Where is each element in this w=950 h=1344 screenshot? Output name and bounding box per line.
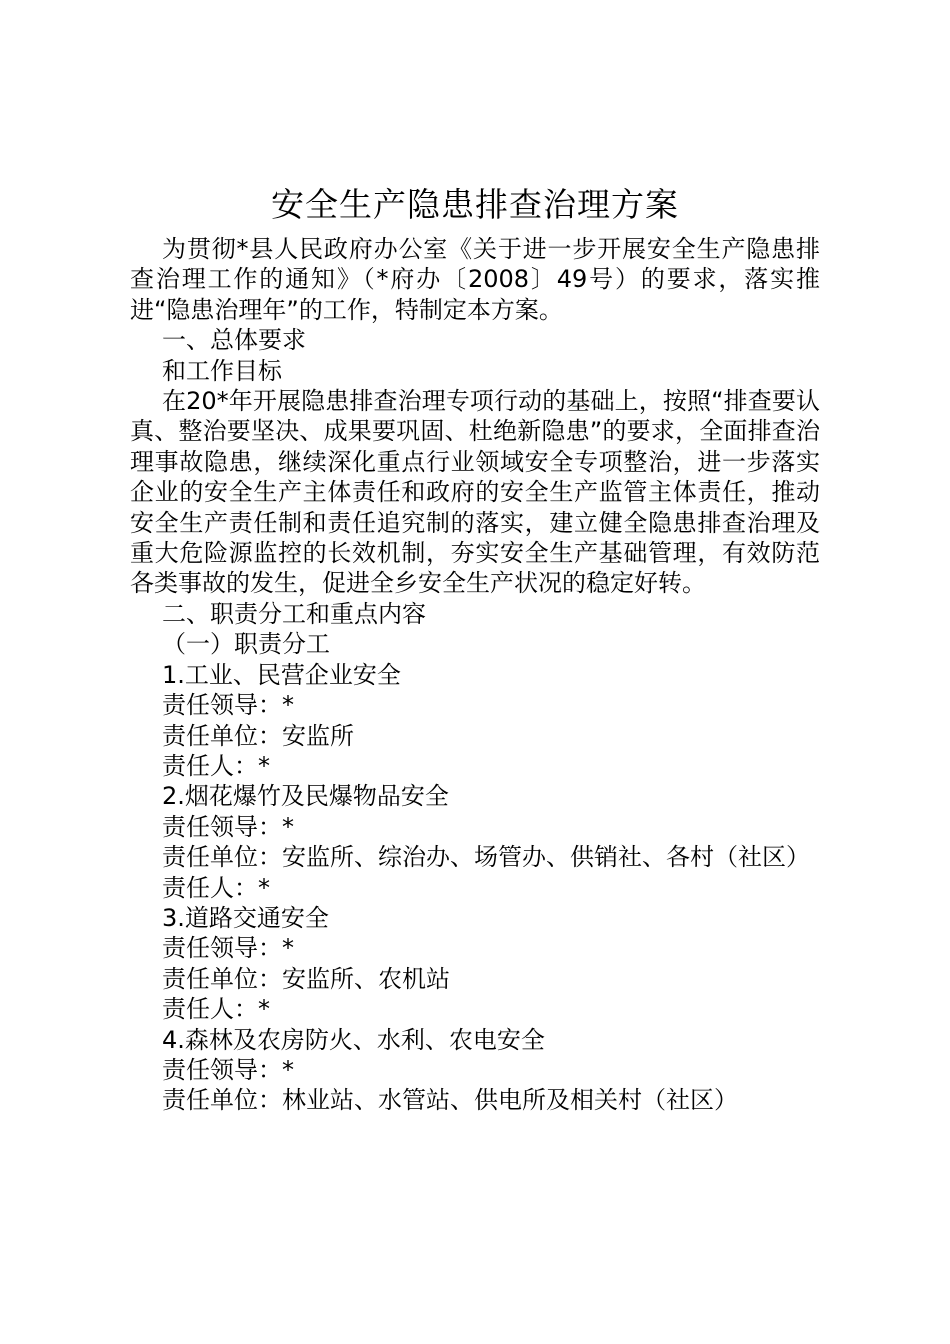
item-heading-2: 2.烟花爆竹及民爆物品安全 (162, 782, 449, 811)
item-3-unit: 责任单位：安监所、农机站 (162, 964, 450, 993)
item-heading-3: 3.道路交通安全 (162, 903, 329, 932)
item-heading-1: 1.工业、民营企业安全 (162, 660, 401, 689)
document-body (130, 234, 820, 1116)
item-1-leader: 责任领导：* (162, 691, 294, 720)
item-2-person: 责任人：* (162, 873, 270, 902)
item-2-unit: 责任单位：安监所、综治办、场管办、供销社、各村（社区） (162, 843, 810, 872)
item-1-person: 责任人：* (162, 751, 270, 780)
intro-paragraph: 为贯彻*县人民政府办公室《关于进一步开展安全生产隐患排查治理工作的通知》（*府办〔2008〕49号）的要求，落实推进“隐患治理年”的工作，特制定本方案。 (130, 235, 820, 324)
item-1-unit: 责任单位：安监所 (162, 721, 354, 750)
item-4-unit: 责任单位：林业站、水管站、供电所及相关村（社区） (162, 1086, 738, 1115)
item-heading-4: 4.森林及农房防火、水利、农电安全 (162, 1025, 545, 1054)
item-3-leader: 责任领导：* (162, 934, 294, 963)
goal-paragraph: 在20*年开展隐患排查治理专项行动的基础上，按照“排查要认真、整治要坚决、成果要巩固、杜绝新隐患”的要求，全面排查治理事故隐患，继续深化重点行业领域安全专项整治，进一步落实企业的安全生产主体责任和政府的安全生产监管主体责任，推动安全生产责任制和责任追究制的落实，建立健全隐患排查治理及重大危险源监控的长效机制，夯实安全生产基础管理，有效防范各类事故的发生，促进全乡安全生产状况的稳定好转。 (130, 387, 820, 598)
item-2-leader: 责任领导：* (162, 812, 294, 841)
section-heading-1-continued: 和工作目标 (162, 356, 282, 385)
section-heading-2: 二、职责分工和重点内容 (162, 599, 426, 628)
document-title: 安全生产隐患排查治理方案 (271, 185, 679, 224)
item-3-person: 责任人：* (162, 995, 270, 1024)
item-4-leader: 责任领导：* (162, 1055, 294, 1084)
subsection-heading-1: （一）职责分工 (162, 630, 330, 659)
section-heading-1: 一、总体要求 (162, 326, 306, 355)
